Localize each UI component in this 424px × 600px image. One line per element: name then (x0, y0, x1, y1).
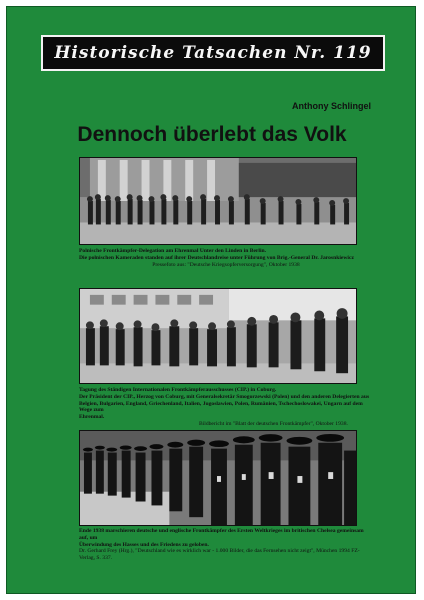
photo-source-1: Pressefoto aus: "Deutsche Kriegsopferversorgung", Oktober 1938 (152, 261, 300, 268)
series-banner (41, 35, 385, 71)
photo-source-2: Bildbericht im "Blatt der deutschen Frontkämpfer", Oktober 1938. (199, 420, 348, 427)
photo-chelsea-march (79, 430, 357, 526)
photo-coburg-delegates (79, 288, 357, 384)
cover-title: Dennoch überlebt das Volk (77, 123, 347, 146)
photo-source-3: Dr. Gerhard Frey (Hrg.), "Deutschland wie es wirklich war - 1.000 Bilder, die das Fernsehen nicht zeigt", München 1994 FZ-Verlag, S. 337. (79, 548, 360, 562)
photo-caption-3: Ende 1938 marschieren deutsche und englische Frontkämpfer des Ersten Weltkrieges im britischen Chelsea gemeinsam auf, um Überwindung des Hasses und des Friedens zu geloben. Dr. Gerhard Frey (Hrg.), "Deutschland wie es wirklich war - 1.000 Bilder, die das Fernsehen nicht zeigt", München 1994 FZ-Verlag, S. 337. (79, 528, 373, 562)
photo-caption-2: Tagung des Ständigen Internationalen Frontkämpferausschusses (CIP.) in Coburg. Der Präsident der CIP., Herzog von Coburg, mit Generalsekretär Smogorzewski (Polen) und den anderen Delegierten aus Belgien, Bulgarien, England, Griechenland, Italien, Jugoslawien, Polen, Rumänien, Tschechoslowakei, Ungarn auf dem Wege zum Ehrenmal. Bildbericht im "Blatt der deutschen Frontkämpfer", Oktober 1938. (79, 387, 373, 428)
photo-caption-1: Polnische Frontkämpfer-Delegation am Ehrenmal Unter den Linden in Berlin. Die polnischen Kameraden standen auf ihrer Deutschlandreise unter Führung von Brig.-General Dr. Jarosnkiewicz Pressefoto aus: "Deutsche Kriegsopferversorgung", Oktober 1938 (79, 248, 373, 268)
author-name: Anthony Schlingel (291, 101, 371, 111)
photo-memorial-delegation (79, 157, 357, 245)
series-title: Historische Tatsachen Nr. 119 (54, 43, 372, 63)
magazine-cover (6, 6, 416, 594)
